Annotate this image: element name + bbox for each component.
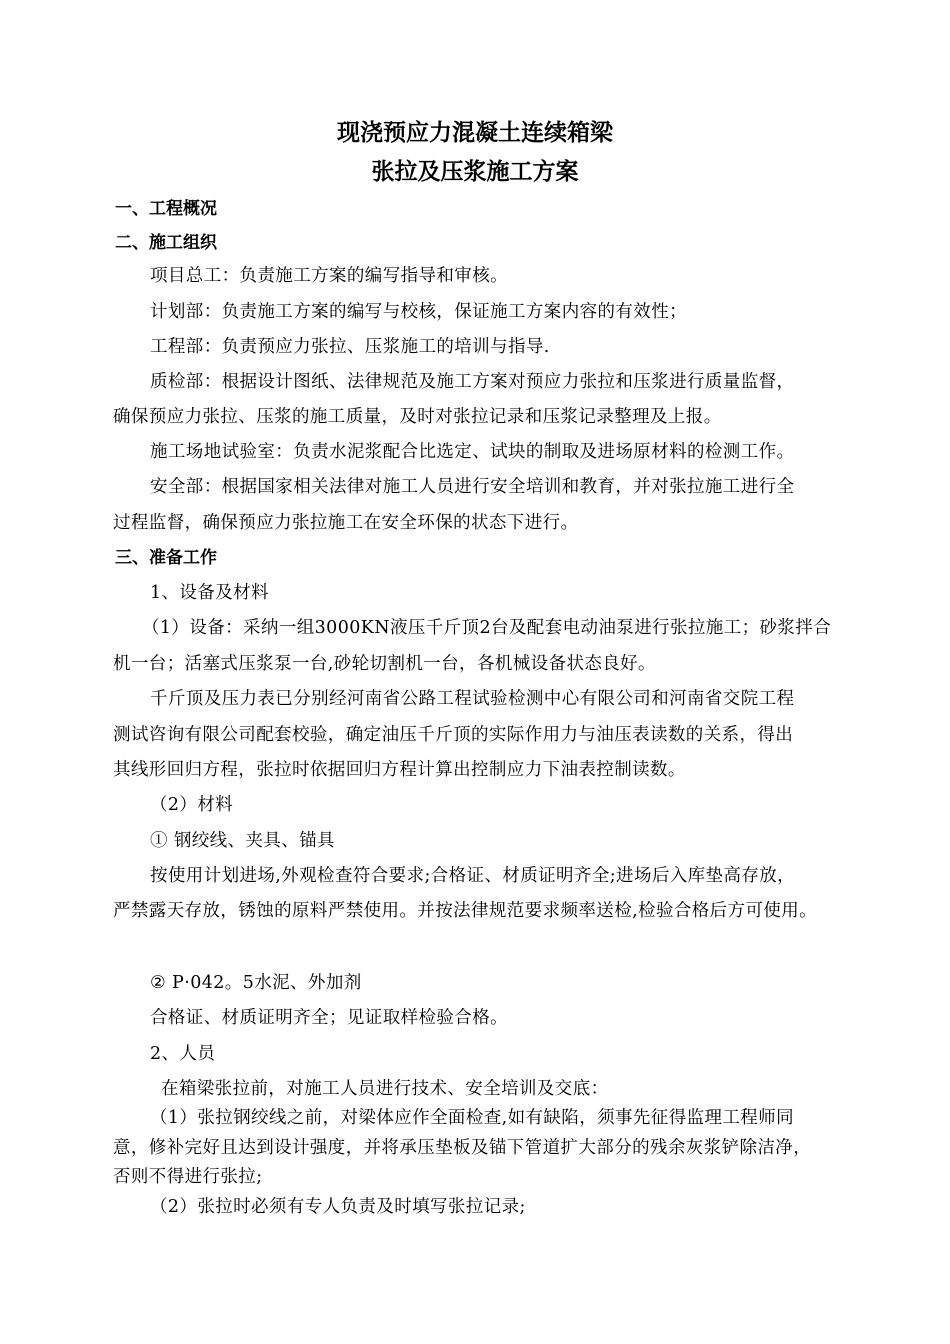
org-planning: 计划部：负责施工方案的编写与校核，保证施工方案内容的有效性； [150, 302, 687, 322]
section-heading-organization: 二、施工组织 [115, 233, 217, 253]
prep-staff-item2-line1: （2）张拉时必须有专人负责及时填写张拉记录; [150, 1197, 526, 1217]
org-chief-engineer: 项目总工：负责施工方案的编写指导和审核。 [150, 266, 508, 286]
prep-material2-line1: 合格证、材质证明齐全；见证取样检验合格。 [150, 1008, 508, 1028]
prep-staff-item1-line1: （1）张拉钢绞线之前，对梁体应作全面检查,如有缺陷，须事先征得监理工程师同 [150, 1108, 794, 1128]
prep-subheading-equipment: 1、设备及材料 [150, 583, 269, 603]
prep-material1-line2: 严禁露天存放，锈蚀的原料严禁使用。并按法律规范要求频率送检,检验合格后方可使用。 [113, 901, 818, 921]
prep-subheading-staff: 2、人员 [150, 1044, 216, 1064]
prep-staff-intro: 在箱梁张拉前，对施工人员进行技术、安全培训及交底： [161, 1079, 609, 1099]
prep-material1-line1: 按使用计划进场,外观检查符合要求;合格证、材质证明齐全;进场后入库垫高存放， [150, 866, 796, 886]
prep-calibration-line2: 测试咨询有限公司配套校验，确定油压千斤顶的实际作用力与油压表读数的关系，得出 [113, 725, 794, 745]
org-quality-line2: 确保预应力张拉、压浆的施工质量，及时对张拉记录和压浆记录整理及上报。 [113, 407, 722, 427]
prep-staff-item1-line3: 否则不得进行张拉; [113, 1167, 263, 1187]
org-engineering: 工程部：负责预应力张拉、压浆施工的培训与指导. [150, 337, 550, 357]
doc-title-line2: 张拉及压浆施工方案 [371, 159, 579, 185]
prep-equipment-line2: 机一台；活塞式压浆泵一台,砂轮切割机一台，各机械设备状态良好。 [113, 654, 656, 674]
prep-calibration-line3: 其线形回归方程，张拉时依据回归方程计算出控制应力下油表控制读数。 [113, 760, 686, 780]
prep-calibration-line1: 千斤顶及压力表已分别经河南省公路工程试验检测中心有限公司和河南省交院工程 [150, 689, 795, 709]
section-heading-preparation: 三、准备工作 [115, 548, 217, 568]
org-safety-line1: 安全部：根据国家相关法律对施工人员进行安全培训和教育，并对张拉施工进行全 [150, 477, 795, 497]
prep-equipment-line1: （1）设备：采纳一组3000KN液压千斤顶2台及配套电动油泵进行张拉施工；砂浆拌合 [142, 618, 832, 638]
org-quality-line1: 质检部：根据设计图纸、法律规范及施工方案对预应力张拉和压浆进行质量监督， [150, 372, 795, 392]
org-safety-line2: 过程监督，确保预应力张拉施工在安全环保的状态下进行。 [113, 513, 579, 533]
prep-staff-item1-line2: 意，修补完好且达到设计强度，并将承压垫板及锚下管道扩大部分的残余灰浆铲除洁净， [113, 1138, 812, 1158]
prep-materials-heading: （2）材料 [150, 795, 234, 815]
prep-material1-title: ① 钢绞线、夹具、锚具 [150, 831, 335, 851]
section-heading-overview: 一、工程概况 [115, 199, 217, 219]
prep-material2-title: ② P·042。5水泥、外加剂 [150, 973, 362, 993]
org-lab: 施工场地试验室：负责水泥浆配合比选定、试块的制取及进场原材料的检测工作。 [150, 442, 795, 462]
doc-title-line1: 现浇预应力混凝土连续箱梁 [337, 120, 613, 146]
